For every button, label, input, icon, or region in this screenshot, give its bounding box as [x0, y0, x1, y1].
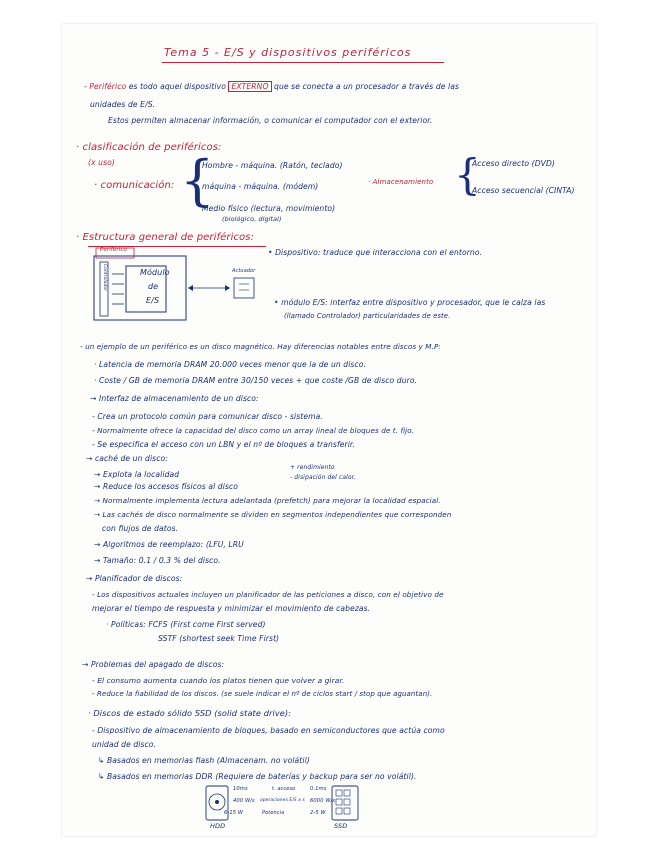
disk-line-2: · Latencia de memoria DRAM 20.000 veces menor que la de un disco. [94, 360, 367, 369]
disk-line-1: - un ejemplo de un periférico es un disco magnético. Hay diferencias notables entre discos y M.P: [80, 342, 441, 351]
cmp-left-1: 10ms [233, 786, 248, 792]
disk-line-20: mejorar el tiempo de respuesta y minimizar el movimiento de cabezas. [92, 604, 371, 613]
diagram-box-label: Periférico [100, 247, 127, 253]
diagram-module-3: E/S [146, 296, 160, 305]
disk-line-21: · Políticas: FCFS (First come First served) [106, 620, 266, 629]
modulo-def-1: • módulo E/S: interfaz entre dispositivo y procesador, que le calza las [274, 298, 546, 307]
disk-line-18: → Planificador de discos: [86, 574, 183, 583]
comunicacion-label: · comunicación: [94, 180, 175, 191]
power-line-1: → Problemas del apagado de discos: [82, 660, 225, 669]
comm-item-3: Medio físico (lectura, movimiento) [202, 204, 336, 213]
intro-line-1: - Periférico es todo aquel dispositivo EXTERNO que se conecta a un procesador a través de las [84, 82, 460, 91]
modulo-def-2: (llamado Controlador) particularidades de este. [284, 312, 451, 320]
cmp-right-1: 0.1ms [310, 786, 327, 792]
disk-line-22: SSTF (shortest seek Time First) [158, 634, 280, 643]
disk-line-3: · Coste / GB de memoria DRAM entre 30/150 veces + que coste /GB de disco duro. [94, 376, 418, 385]
term-periferico: Periférico [89, 82, 127, 91]
cmp-mid-2: operaciones E/S x s [260, 798, 305, 803]
almacenamiento-label: · Almacenamiento [368, 178, 434, 186]
classification-subheading: (x uso) [88, 158, 115, 167]
disk-line-12: - disipación del calor. [290, 474, 356, 481]
diagram-sensor-label: Actuador [232, 268, 256, 274]
comm-item-2: máquina - máquina. (módem) [202, 182, 319, 191]
page-title: Tema 5 - E/S y dispositivos periféricos [164, 46, 412, 59]
diagram-module-1: Módulo [140, 268, 170, 277]
disk-line-14: → Las cachés de disco normalmente se dividen en segmentos independientes que corresponden [94, 510, 452, 519]
classification-heading: · clasificación de periféricos: [76, 142, 222, 153]
disk-line-10: → Reduce los accesos físicos al disco [94, 482, 239, 491]
disk-line-7: - Se especifica el acceso con un LBN y el nº de bloques a transferir. [92, 440, 355, 449]
diagram-controller: Controlador [102, 264, 107, 292]
disk-line-4: → Interfaz de almacenamiento de un disco: [90, 394, 259, 403]
disk-line-13: → Normalmente implementa lectura adelantada (prefetch) para mejorar la localidad espacial. [94, 496, 441, 505]
structure-heading: · Estructura general de periféricos: [76, 232, 255, 243]
ssd-label: SSD [334, 822, 348, 830]
cmp-mid-1: t. acceso [272, 786, 296, 792]
cmp-left-3: 6-15 W [224, 810, 244, 816]
power-line-2: - El consumo aumenta cuando los platos tienen que volver a girar. [92, 676, 345, 685]
disk-line-15: con flujos de datos. [102, 524, 179, 533]
peripheral-diagram [92, 246, 272, 326]
hdd-label: HDD [210, 822, 226, 830]
title-underline [162, 62, 444, 63]
dispositivo-def: • Dispositivo: traduce que interacciona con el entorno. [268, 248, 483, 257]
highlight-externo: EXTERNO [228, 81, 271, 92]
cmp-left-2: 400 W/s [233, 798, 255, 804]
comm-item-1: Hombre - máquina. (Ratón, teclado) [202, 161, 343, 170]
power-line-4: · Discos de estado sólido SSD (solid state drive): [88, 708, 292, 718]
disk-line-6: - Normalmente ofrece la capacidad del disco como un array lineal de bloques de t. fijo. [92, 426, 415, 435]
disk-line-19: - Los dispositivos actuales incluyen un planificador de las peticiones a disco, con el objetivo de [92, 590, 444, 599]
diagram-module-2: de [148, 282, 159, 291]
disk-line-11: + rendimiento [290, 464, 335, 471]
intro-line-2: unidades de E/S. [90, 100, 156, 109]
storage-item-2: Acceso secuencial (CINTA) [472, 186, 575, 195]
power-line-7: ↳ Basados en memorias flash (Almacenam. no volátil) [98, 756, 310, 765]
disk-line-5: - Crea un protocolo común para comunicar disco - sistema. [92, 412, 323, 421]
notebook-page [62, 24, 596, 836]
power-line-5: - Dispositivo de almacenamiento de bloques, basado en semiconductores que actúa como [92, 726, 445, 735]
power-line-8: ↳ Basados en memorias DDR (Requiere de baterías y backup para ser no volátil). [98, 772, 417, 781]
cmp-right-2: 6000 W/s [310, 798, 336, 804]
storage-item-1: Acceso directo (DVD) [472, 159, 555, 168]
disk-line-16: → Algoritmos de reemplazo: (LFU, LRU [94, 540, 244, 549]
intro-line-3: Estos permiten almacenar información, o comunicar el computador con el exterior. [108, 116, 433, 125]
storage-brace: { [454, 150, 481, 199]
power-line-3: - Reduce la fiabilidad de los discos. (se suele indicar el nº de ciclos start / stop que aguantan). [92, 690, 433, 698]
cmp-right-3: 2-5 W [310, 810, 326, 816]
disk-line-8: → caché de un disco: [86, 454, 168, 463]
disk-line-17: → Tamaño: 0.1 / 0.3 % del disco. [94, 556, 221, 565]
comm-item-4: (biológico, digital) [222, 215, 282, 223]
cmp-mid-3: Potencia [262, 810, 285, 816]
comm-brace: { [180, 149, 215, 212]
disk-line-9: → Explota la localidad [94, 470, 180, 479]
power-line-6: unidad de disco. [92, 740, 157, 749]
